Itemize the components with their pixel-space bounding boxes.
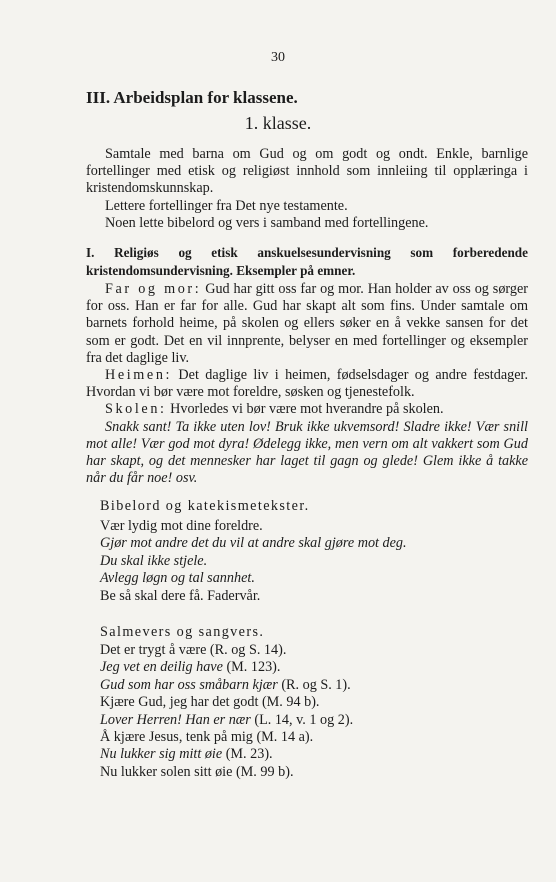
salmevers-item [100,764,528,781]
bibelord-item: Du skal ikke stjele. [100,552,208,569]
skolen-label: Skolen: [105,401,167,418]
intro-paragraph-3: Noen lette bibelord og vers i samband med fortellingene. [105,214,429,231]
far-og-mor-text: Gud har gitt oss far og mor. Han holder av oss og sørger for oss. Han er far for alle. Gud har skapt alt som fins. Under samtale om barnets forhold heime, på skolen og ellers søker en å vekke sansen for det som er godt. Det en vil innprente, belyser en med fortellinger og eksempler fra det daglige liv. [86,281,529,366]
page-number: 30 [271,50,285,65]
bibelord-item: Be så skal dere få. Fadervår. [100,587,261,604]
salmevers-item [100,712,528,729]
intro-paragraph-1: Samtale med barna om Gud og om godt og ondt. Enkle, barnlige fortellinger med etisk og religiøst innhold som innleiing til opplæringa i kristendomskunnskap. [86,146,528,197]
skolen-paragraph [86,401,528,418]
salmevers-title: Nu lukker solen sitt øie [100,763,233,780]
salmevers-reference: (M. 123). [222,659,281,676]
class-heading: 1. klasse. [244,113,312,133]
section-heading: I. Religiøs og etisk anskuelsesundervisning som forberedende kristendomsundervisning. Eksempler på emner. [86,245,528,278]
bibelord-list [100,518,528,605]
salmevers-title: Lover Herren! Han er nær [100,711,251,728]
far-og-mor-label: Far og mor: [105,281,202,297]
far-og-mor-paragraph [86,281,528,367]
bibelord-item: Gjør mot andre det du vil at andre skal gjøre mot deg. [100,535,407,552]
salmevers-reference: (M. 23). [222,746,273,763]
salmevers-title: Nu lukker sig mitt øie [100,746,223,763]
salmevers-reference: (M. 14 a). [252,729,314,746]
examples-paragraph: Snakk sant! Ta ikke uten lov! Bruk ikke ukvemsord! Sladre ikke! Vær snill mot alle! Vær god mot dyra! Ødelegg ikke, men vern om alt vakkert som Gud har skapt, og det mennesker har laget til gagn og glede! Glem ikke å takke når du får noe! osv. [86,418,528,487]
heimen-label: Heimen: [105,367,173,384]
salmevers-item [100,729,528,746]
chapter-title: III. Arbeidsplan for klassene. [86,88,298,107]
salmevers-item [100,746,528,763]
salmevers-reference: (R. og S. 14). [206,642,287,658]
salmevers-heading: Salmevers og sangvers. [100,624,265,640]
intro-block [86,146,528,232]
salmevers-item [100,694,528,711]
intro-paragraph-2: Lettere fortellinger fra Det nye testamente. [105,197,348,214]
salmevers-item [100,642,528,659]
bibelord-item: Avlegg løgn og tal sannhet. [100,570,255,587]
salmevers-title: Kjære Gud, jeg har det godt [100,694,259,711]
salmevers-reference: (R. og S. 1). [277,676,351,693]
salmevers-title: Å kjære Jesus, tenk på mig [100,729,253,746]
skolen-text: Hvorledes vi bør være mot hverandre på skolen. [166,401,444,418]
salmevers-item [100,677,528,694]
salmevers-reference: (L. 14, v. 1 og 2). [250,711,354,728]
bibelord-heading: Bibelord og katekismetekster. [100,498,310,514]
salmevers-reference: (M. 99 b). [232,763,294,780]
salmevers-title: Det er trygt å være [100,642,207,658]
heimen-paragraph [86,367,528,401]
salmevers-title: Gud som har oss småbarn kjær [100,676,278,693]
salmevers-reference: (M. 94 b). [258,694,320,711]
section-body [86,281,528,487]
salmevers-title: Jeg vet en deilig have [100,659,223,676]
bibelord-item: Vær lydig mot dine foreldre. [100,518,263,534]
salmevers-list [100,642,528,781]
heimen-text: Det daglige liv i heimen, fødselsdager og andre festdager. Hvordan vi bør være mot foreldre, søsken og tjenestefolk. [86,367,528,401]
salmevers-item [100,659,528,676]
